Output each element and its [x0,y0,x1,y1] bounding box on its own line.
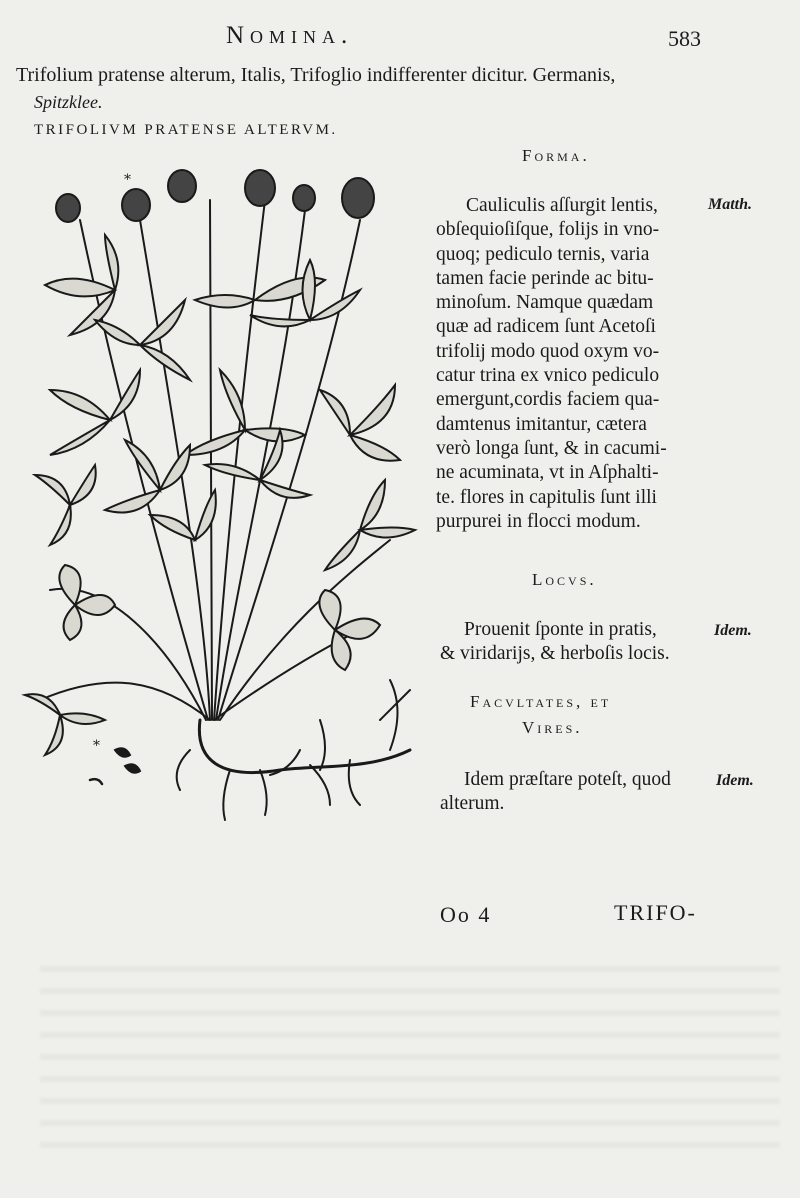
text-line: alterum. [440,793,505,815]
section-heading-forma: Forma. [522,146,590,165]
text-line: damtenus imitantur, cætera [436,413,647,435]
margin-note: Matth. [708,196,753,213]
text-line: trifolij modo quod oxym vo- [436,340,660,362]
clover-plant-icon [20,160,430,840]
text-line: tamen facie perinde ac bitu- [436,267,654,289]
figure-title: TRIFOLIVM PRATENSE ALTERVM. [34,122,338,138]
text-line: ne acuminata, vt in Aſphalti- [436,462,659,484]
text-line: Prouenit ſponte in pratis, [464,619,657,640]
text-line: Cauliculis aſſurgit lentis, [466,195,658,216]
nomina-line: Trifolium pratense alterum, Italis, Trifoglio indifferenter dicitur. Germanis, [16,64,616,86]
signature-mark: Oo 4 [440,902,492,927]
show-through-texture [40,950,780,1150]
text-line: minoſum. Namque quædam [436,292,654,314]
text-line: quæ ad radicem ſunt Acetoſi [436,316,656,338]
section-heading-vires: Vires. [522,718,583,737]
text-line: obſequioſiſque, folijs in vno- [436,219,660,241]
text-line: emergunt,cordis faciem qua- [436,389,660,411]
facultates-paragraph [440,768,671,817]
text-line: verò longa ſunt, & in cacumi- [436,437,667,459]
page-number: 583 [668,26,701,51]
nomina-line-continued: Spitzklee. [34,92,103,112]
text-line: Idem præſtare poteſt, quod [464,769,671,790]
locus-paragraph [440,618,670,667]
text-line: purpurei in flocci modum. [436,510,641,532]
section-heading-facultates: Facvltates, et [470,692,612,711]
margin-note: Idem. [714,622,752,639]
text-line: quoq; pediculo ternis, varia [436,243,650,265]
text-line: & viridarijs, & herboſis locis. [440,643,670,665]
running-head: Nomina. [226,22,354,49]
text-line: catur trina ex vnico pediculo [436,365,660,387]
section-heading-locus: Locvs. [532,570,597,589]
catchword: TRIFO- [614,900,697,925]
svg-text:*: * [124,172,131,188]
forma-paragraph [436,194,667,534]
svg-text:*: * [93,738,100,754]
margin-note: Idem. [716,772,754,789]
text-line: te. flores in capitulis ſunt illi [436,486,657,508]
